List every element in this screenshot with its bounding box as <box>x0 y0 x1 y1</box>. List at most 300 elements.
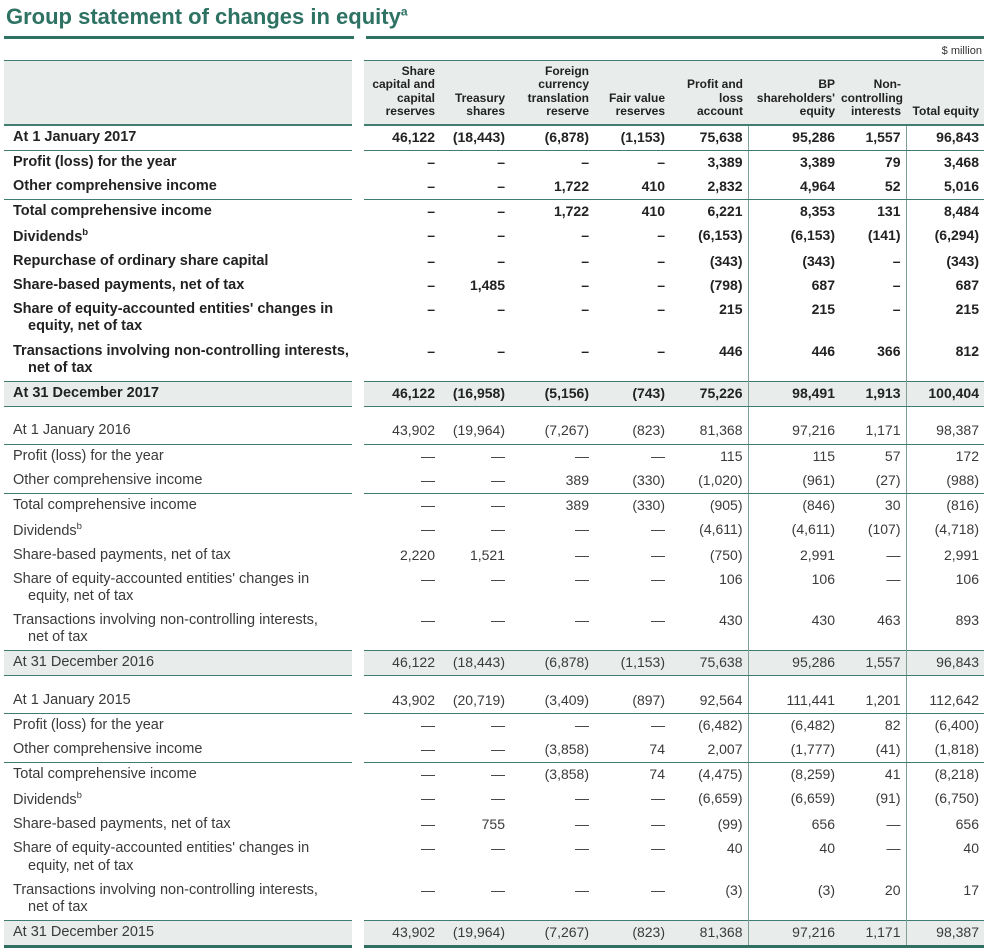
column-spacer <box>352 651 364 676</box>
cell-value: — <box>651 520 665 537</box>
cell-value: (99) <box>670 813 748 837</box>
cell-value: 96,843 <box>906 651 984 676</box>
table-header-row <box>4 61 984 125</box>
cell-value: 1,201 <box>840 689 906 714</box>
table-row <box>4 200 984 225</box>
unit-label: $ million <box>941 45 982 57</box>
row-label: Dividends$^b$ <box>13 790 82 809</box>
cell-value: (20,719) <box>440 689 510 714</box>
cell-value: 430 <box>811 612 835 629</box>
cell-value: 366 <box>840 340 906 382</box>
cell-value: (18,443) <box>440 651 510 676</box>
row-label-continuation: equity, net of tax <box>28 587 134 604</box>
cell-value: (343) <box>946 253 979 270</box>
cell-value: (6,750) <box>934 790 979 807</box>
cell-value: 131 <box>840 200 906 225</box>
column-spacer <box>352 125 364 151</box>
cell-value: (6,659) <box>670 787 748 813</box>
column-spacer <box>352 61 364 125</box>
cell-value: 106 <box>955 570 979 587</box>
cell-value: — <box>575 840 589 857</box>
cell-value: – <box>581 342 589 359</box>
cell-value: 893 <box>955 612 979 629</box>
cell-value: – <box>427 342 435 359</box>
column-spacer <box>352 544 364 568</box>
cell-value: — <box>491 612 505 629</box>
row-label: Share of equity-accounted entities' changes in equity, net of tax <box>13 840 310 874</box>
title-underline-left-segment <box>4 36 354 39</box>
cell-value: — <box>575 447 589 464</box>
cell-value: – <box>427 153 435 170</box>
cell-value: 40 <box>819 840 835 857</box>
cell-value: — <box>364 469 440 494</box>
row-label: Profit (loss) for the year <box>13 717 164 734</box>
cell-value: (107) <box>840 518 906 544</box>
cell-value: — <box>575 790 589 807</box>
table-row <box>4 787 984 813</box>
column-spacer <box>352 444 364 469</box>
cell-value: (798) <box>670 274 748 298</box>
cell-value: 389 <box>565 496 589 513</box>
cell-value: — <box>491 496 505 513</box>
table-row <box>4 444 984 469</box>
cell-value: (6,482) <box>670 714 748 739</box>
cell-value: 1,171 <box>840 419 906 444</box>
cell-value: 46,122 <box>364 651 440 676</box>
cell-value: 687 <box>955 277 979 294</box>
column-spacer <box>352 381 364 406</box>
column-header: Total equity <box>906 61 984 125</box>
cell-value: — <box>840 544 906 568</box>
cell-value: — <box>651 790 665 807</box>
cell-value: – <box>657 253 665 270</box>
cell-value: 100,404 <box>906 381 984 406</box>
row-footnote-marker: b <box>76 790 82 802</box>
row-label: Other comprehensive income <box>4 738 352 763</box>
cell-value: 41 <box>840 763 906 788</box>
cell-value: (1,153) <box>594 125 670 151</box>
cell-value: 46,122 <box>364 381 440 406</box>
column-spacer <box>352 469 364 494</box>
cell-value: (897) <box>594 689 670 714</box>
cell-value: – <box>427 301 435 318</box>
column-header-row-labels <box>4 61 352 125</box>
row-label: Share of equity-accounted entities' changes in equity, net of tax <box>13 570 310 604</box>
column-header: Profit and loss account <box>670 61 748 125</box>
row-label: Total comprehensive income <box>13 203 212 220</box>
cell-value: (3,409) <box>510 689 594 714</box>
cell-value: 1,485 <box>469 277 505 294</box>
column-spacer <box>352 714 364 739</box>
cell-value: 3,389 <box>670 150 748 175</box>
row-label: Transactions involving non-controlling interests, net of tax <box>13 612 318 646</box>
cell-value: 97,216 <box>748 920 840 946</box>
table-row <box>4 469 984 494</box>
cell-value: — <box>840 568 906 609</box>
row-label: At 31 December 2015 <box>4 920 352 946</box>
cell-value: (743) <box>594 381 670 406</box>
cell-value: 81,368 <box>670 419 748 444</box>
cell-value: — <box>491 717 505 734</box>
column-spacer <box>352 738 364 763</box>
cell-value: — <box>491 520 505 537</box>
row-label: At 31 December 2016 <box>4 651 352 676</box>
column-spacer <box>352 920 364 946</box>
cell-value: 656 <box>811 816 835 833</box>
cell-value: (41) <box>840 738 906 763</box>
cell-value: 98,387 <box>906 419 984 444</box>
cell-value: — <box>491 766 505 783</box>
row-label: Share-based payments, net of tax <box>13 816 231 833</box>
section-gap-row <box>4 406 984 419</box>
cell-value: 2,220 <box>399 546 435 563</box>
cell-value: 1,521 <box>469 546 505 563</box>
cell-value: 46,122 <box>364 125 440 151</box>
row-label: At 1 January 2017 <box>4 125 352 151</box>
cell-value: – <box>497 301 505 318</box>
cell-value: 96,843 <box>906 125 984 151</box>
cell-value: 40 <box>963 840 979 857</box>
cell-value: – <box>840 298 906 339</box>
column-spacer <box>352 879 364 921</box>
cell-value: 106 <box>811 570 835 587</box>
row-label: Share of equity-accounted entities' changes in equity, net of tax <box>13 301 334 335</box>
cell-value: 1,722 <box>510 175 594 200</box>
cell-value: 812 <box>955 342 979 359</box>
column-spacer <box>352 787 364 813</box>
column-header: Treasury shares <box>440 61 510 125</box>
cell-value: – <box>427 203 435 220</box>
cell-value: — <box>421 881 435 898</box>
cell-value: – <box>364 175 440 200</box>
column-spacer <box>352 175 364 200</box>
cell-value: 111,441 <box>748 689 840 714</box>
table-row <box>4 689 984 714</box>
cell-value: 2,007 <box>670 738 748 763</box>
cell-value: – <box>581 277 589 294</box>
table-row <box>4 150 984 175</box>
table-row <box>4 125 984 151</box>
cell-value: — <box>440 738 510 763</box>
row-footnote-marker: b <box>76 520 82 532</box>
cell-value: — <box>651 447 665 464</box>
cell-value: – <box>581 227 589 244</box>
cell-value: – <box>427 277 435 294</box>
cell-value: 2,991 <box>943 546 979 563</box>
cell-value: (7,267) <box>510 419 594 444</box>
cell-value: 1,557 <box>840 651 906 676</box>
table-row <box>4 224 984 250</box>
cell-value: 81,368 <box>670 920 748 946</box>
table-row <box>4 609 984 651</box>
table-row <box>4 763 984 788</box>
column-header: Share capital and capital reserves <box>364 61 440 125</box>
cell-value: 215 <box>670 298 748 339</box>
cell-value: 75,226 <box>670 381 748 406</box>
cell-value: 446 <box>811 342 835 359</box>
cell-value: 79 <box>840 150 906 175</box>
cell-value: – <box>497 342 505 359</box>
column-spacer <box>352 568 364 609</box>
title-underline-gap <box>354 36 366 39</box>
cell-value: 410 <box>641 203 665 220</box>
cell-value: – <box>427 227 435 244</box>
cell-value: 1,722 <box>553 203 589 220</box>
cell-value: — <box>651 881 665 898</box>
cell-value: (343) <box>802 253 835 270</box>
cell-value: 98,387 <box>906 920 984 946</box>
cell-value: 106 <box>670 568 748 609</box>
cell-value: – <box>427 253 435 270</box>
table-row <box>4 518 984 544</box>
cell-value: (4,475) <box>670 763 748 788</box>
row-label-continuation: equity, net of tax <box>28 857 134 874</box>
cell-value: — <box>491 447 505 464</box>
cell-value: 43,902 <box>364 689 440 714</box>
column-spacer <box>352 150 364 175</box>
cell-value: (27) <box>840 469 906 494</box>
cell-value: – <box>497 253 505 270</box>
cell-value: — <box>575 520 589 537</box>
cell-value: (16,958) <box>440 381 510 406</box>
cell-value: 112,642 <box>906 689 984 714</box>
cell-value: — <box>421 570 435 587</box>
cell-value: 446 <box>670 340 748 382</box>
cell-value: — <box>421 790 435 807</box>
cell-value: (330) <box>632 496 665 513</box>
title-underline <box>4 36 984 39</box>
row-label-continuation: net of tax <box>28 629 88 646</box>
cell-value: (330) <box>594 469 670 494</box>
column-header: Foreign currency translation reserve <box>510 61 594 125</box>
cell-value: — <box>491 790 505 807</box>
cell-value: 3,468 <box>943 153 979 170</box>
row-label: Share-based payments, net of tax <box>13 546 231 563</box>
cell-value: 57 <box>840 444 906 469</box>
cell-value: — <box>491 881 505 898</box>
row-label: Other comprehensive income <box>4 175 352 200</box>
cell-value: 1,913 <box>840 381 906 406</box>
cell-value: — <box>840 837 906 878</box>
cell-value: 43,902 <box>364 419 440 444</box>
cell-value: — <box>491 570 505 587</box>
cell-value: 1,171 <box>840 920 906 946</box>
column-header: Non-controlling interests <box>840 61 906 125</box>
cell-value: (4,611) <box>791 520 835 537</box>
row-label: Total comprehensive income <box>13 496 197 513</box>
column-spacer <box>352 340 364 382</box>
cell-value: (3) <box>817 881 835 898</box>
cell-value: 172 <box>955 447 979 464</box>
cell-value: (846) <box>802 496 835 513</box>
cell-value: — <box>651 612 665 629</box>
cell-value: 430 <box>670 609 748 651</box>
cell-value: (961) <box>748 469 840 494</box>
row-label: Total comprehensive income <box>13 766 197 783</box>
cell-value: 40 <box>670 837 748 878</box>
row-label: Other comprehensive income <box>4 469 352 494</box>
cell-value: (823) <box>594 920 670 946</box>
cell-value: 52 <box>840 175 906 200</box>
cell-value: (4,718) <box>934 520 979 537</box>
cell-value: — <box>651 546 665 563</box>
table-row <box>4 298 984 339</box>
cell-value: 215 <box>811 301 835 318</box>
row-footnote-marker: b <box>82 227 89 239</box>
cell-value: 74 <box>649 766 665 783</box>
row-label: At 1 January 2015 <box>4 689 352 714</box>
table-row <box>4 381 984 406</box>
cell-value: — <box>440 469 510 494</box>
cell-value: — <box>421 447 435 464</box>
table-row <box>4 813 984 837</box>
column-spacer <box>352 298 364 339</box>
cell-value: – <box>657 301 665 318</box>
cell-value: 2,991 <box>799 546 835 563</box>
title-underline-right-segment <box>366 36 984 39</box>
cell-value: — <box>421 612 435 629</box>
column-spacer <box>352 813 364 837</box>
cell-value: 82 <box>840 714 906 739</box>
row-label: Profit (loss) for the year <box>13 153 177 170</box>
cell-value: (5,156) <box>510 381 594 406</box>
cell-value: — <box>421 717 435 734</box>
cell-value: — <box>840 813 906 837</box>
cell-value: — <box>421 816 435 833</box>
cell-value: 463 <box>840 609 906 651</box>
cell-value: – <box>581 253 589 270</box>
cell-value: (6,400) <box>934 717 979 734</box>
column-spacer <box>352 419 364 444</box>
cell-value: 1,557 <box>840 125 906 151</box>
table-row <box>4 340 984 382</box>
table-row <box>4 879 984 921</box>
cell-value: 656 <box>955 816 979 833</box>
cell-value: (8,218) <box>934 766 979 783</box>
row-label-continuation: net of tax <box>28 898 88 915</box>
cell-value: 75,638 <box>670 651 748 676</box>
cell-value: 74 <box>594 738 670 763</box>
cell-value: — <box>421 496 435 513</box>
cell-value: (1,020) <box>670 469 748 494</box>
column-header: Fair value reserves <box>594 61 670 125</box>
cell-value: 687 <box>811 277 835 294</box>
section-gap-row <box>4 676 984 689</box>
cell-value: (6,482) <box>790 717 835 734</box>
row-label: At 1 January 2016 <box>4 419 352 444</box>
table-row <box>4 920 984 946</box>
cell-value: – <box>657 227 665 244</box>
cell-value: — <box>421 766 435 783</box>
cell-value: (91) <box>840 787 906 813</box>
cell-value: 4,964 <box>748 175 840 200</box>
cell-value: 95,286 <box>748 651 840 676</box>
cell-value: 75,638 <box>670 125 748 151</box>
table-row <box>4 274 984 298</box>
cell-value: – <box>657 277 665 294</box>
cell-value: — <box>575 717 589 734</box>
cell-value: – <box>497 227 505 244</box>
column-spacer <box>352 609 364 651</box>
cell-value: 389 <box>510 469 594 494</box>
cell-value: — <box>575 612 589 629</box>
cell-value: — <box>364 738 440 763</box>
cell-value: 8,484 <box>943 203 979 220</box>
page-title <box>6 4 984 30</box>
cell-value: 17 <box>963 881 979 898</box>
cell-value: — <box>575 816 589 833</box>
cell-value: 97,216 <box>748 419 840 444</box>
cell-value: 2,832 <box>670 175 748 200</box>
row-label: Dividends$^b$ <box>13 520 82 539</box>
table-row <box>4 568 984 609</box>
cell-value: — <box>575 570 589 587</box>
title-footnote-marker: a <box>400 4 408 19</box>
table-row <box>4 250 984 274</box>
table-row <box>4 544 984 568</box>
cell-value: (3,858) <box>544 766 589 783</box>
column-spacer <box>352 689 364 714</box>
cell-value: – <box>581 301 589 318</box>
cell-value: 30 <box>840 493 906 518</box>
cell-value: 95,286 <box>748 125 840 151</box>
column-spacer <box>352 200 364 225</box>
table-row <box>4 738 984 763</box>
cell-value: (3) <box>670 879 748 921</box>
row-label: At 31 December 2017 <box>4 381 352 406</box>
row-label: Repurchase of ordinary share capital <box>13 253 269 270</box>
column-spacer <box>352 837 364 878</box>
cell-value: (6,153) <box>670 224 748 250</box>
cell-value: (7,267) <box>510 920 594 946</box>
cell-value: 43,902 <box>364 920 440 946</box>
table-row <box>4 419 984 444</box>
cell-value: – <box>657 153 665 170</box>
cell-value: 410 <box>594 175 670 200</box>
cell-value: 6,221 <box>670 200 748 225</box>
cell-value: – <box>440 175 510 200</box>
cell-value: — <box>491 840 505 857</box>
row-label: Transactions involving non-controlling interests, net of tax <box>13 342 349 376</box>
cell-value: 20 <box>840 879 906 921</box>
cell-value: – <box>657 342 665 359</box>
cell-value: — <box>651 717 665 734</box>
cell-value: – <box>840 250 906 274</box>
cell-value: (1,153) <box>594 651 670 676</box>
cell-value: (6,294) <box>934 227 979 244</box>
cell-value: (6,153) <box>790 227 835 244</box>
cell-value: – <box>840 274 906 298</box>
cell-value: (4,611) <box>670 518 748 544</box>
column-spacer <box>352 274 364 298</box>
cell-value: 98,491 <box>748 381 840 406</box>
cell-value: (816) <box>946 496 979 513</box>
row-label: Transactions involving non-controlling interests, net of tax <box>13 881 318 915</box>
cell-value: — <box>651 840 665 857</box>
cell-value: 115 <box>670 444 748 469</box>
cell-value: (343) <box>670 250 748 274</box>
cell-value: – <box>497 153 505 170</box>
table-row <box>4 493 984 518</box>
cell-value: 215 <box>955 301 979 318</box>
cell-value: (8,259) <box>790 766 835 783</box>
column-spacer <box>352 518 364 544</box>
row-label: Share-based payments, net of tax <box>13 277 245 294</box>
table-row <box>4 837 984 878</box>
cell-value: 5,016 <box>906 175 984 200</box>
cell-value: — <box>421 840 435 857</box>
row-label: Profit (loss) for the year <box>13 447 164 464</box>
